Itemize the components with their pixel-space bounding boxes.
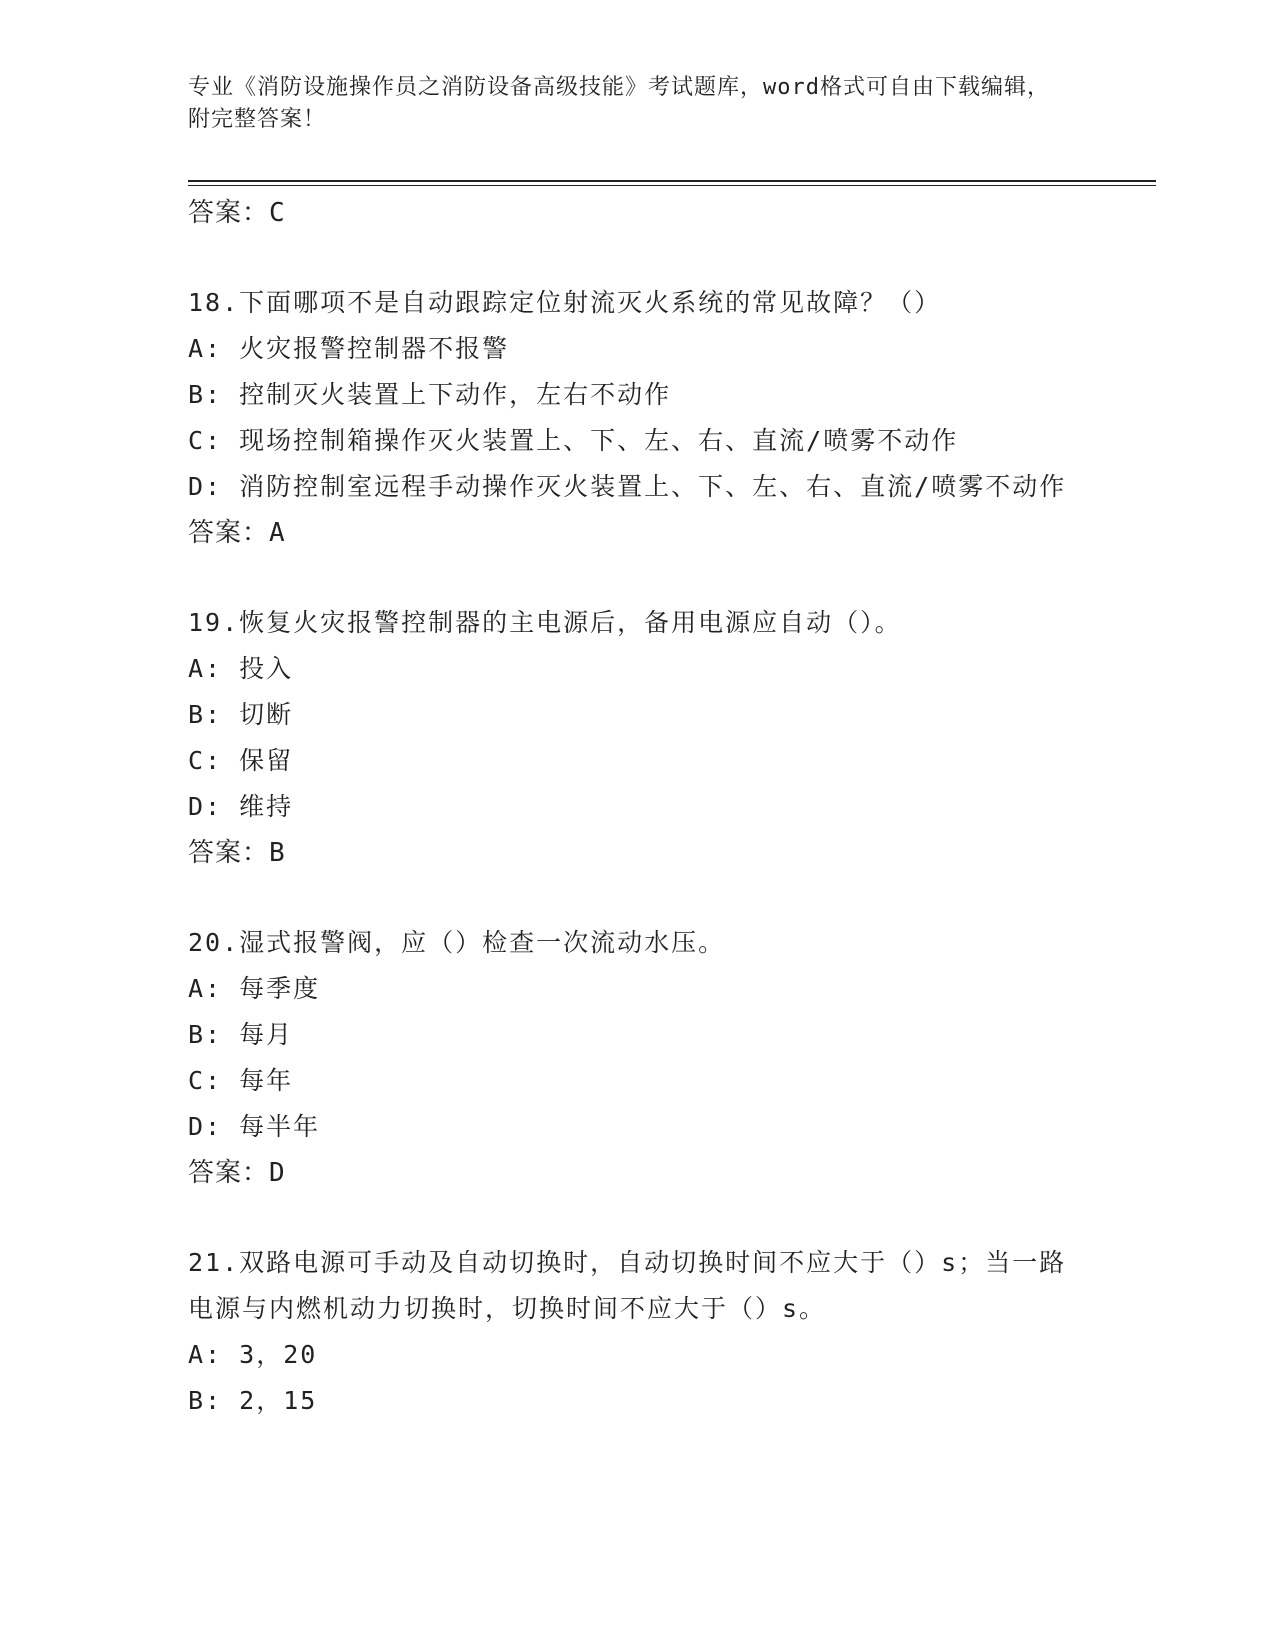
option-text: 维持 <box>239 792 294 821</box>
option-text: 每年 <box>239 1066 294 1095</box>
option-key: C: <box>188 426 223 455</box>
question-19 <box>188 600 1088 646</box>
question-text: 下面哪项不是自动跟踪定位射流灭火系统的常见故障？（） <box>239 288 942 317</box>
answer-value: C <box>269 198 286 228</box>
document-header: 专业《消防设施操作员之消防设备高级技能》考试题库，word格式可自由下载编辑，附完整答案！ <box>188 75 1050 132</box>
option-key: B: <box>188 1020 223 1049</box>
option-key: D: <box>188 1112 223 1141</box>
answer-label: 答案： <box>188 198 270 228</box>
option-key: B: <box>188 700 223 729</box>
option-key: C: <box>188 746 223 775</box>
answer-value: A <box>269 518 286 548</box>
answer-line <box>188 830 1088 876</box>
question-text: 湿式报警阀，应（）检查一次流动水压。 <box>239 928 726 957</box>
option-a <box>188 1332 1088 1378</box>
question-number: 18. <box>188 288 240 317</box>
option-text: 每半年 <box>239 1112 321 1141</box>
option-key: A: <box>188 654 223 683</box>
option-text: 火灾报警控制器不报警 <box>239 334 510 363</box>
question-list <box>188 190 1088 1424</box>
option-a <box>188 966 1088 1012</box>
question-18 <box>188 280 1088 326</box>
question-text: 双路电源可手动及自动切换时，自动切换时间不应大于（）s；当一路电源与内燃机动力切换时，切换时间不应大于（）s。 <box>188 1248 1067 1323</box>
option-c <box>188 738 1088 784</box>
option-key: D: <box>188 472 223 501</box>
answer-value: B <box>269 838 286 868</box>
option-d <box>188 784 1088 830</box>
option-key: A: <box>188 334 223 363</box>
option-b <box>188 1012 1088 1058</box>
answer-value: D <box>269 1158 286 1188</box>
option-key: B: <box>188 380 223 409</box>
option-text: 保留 <box>239 746 294 775</box>
question-number: 21. <box>188 1248 240 1277</box>
answer-line <box>188 190 1088 236</box>
option-b <box>188 1378 1088 1424</box>
option-text: 3，20 <box>239 1340 318 1369</box>
option-d <box>188 464 1088 510</box>
option-key: A: <box>188 974 223 1003</box>
header-rule <box>188 180 1156 182</box>
option-key: D: <box>188 792 223 821</box>
option-a <box>188 646 1088 692</box>
option-text: 消防控制室远程手动操作灭火装置上、下、左、右、直流/喷雾不动作 <box>239 472 1067 501</box>
option-c <box>188 1058 1088 1104</box>
header-rule-thin <box>188 185 1156 186</box>
option-text: 每季度 <box>239 974 321 1003</box>
question-20 <box>188 920 1088 966</box>
option-d <box>188 1104 1088 1150</box>
question-text: 恢复火灾报警控制器的主电源后，备用电源应自动（）。 <box>239 608 902 637</box>
question-number: 19. <box>188 608 240 637</box>
option-key: A: <box>188 1340 223 1369</box>
answer-line <box>188 1150 1088 1196</box>
option-text: 2，15 <box>239 1386 318 1415</box>
answer-label: 答案： <box>188 838 270 868</box>
option-key: B: <box>188 1386 223 1415</box>
answer-label: 答案： <box>188 518 270 548</box>
answer-label: 答案： <box>188 1158 270 1188</box>
option-key: C: <box>188 1066 223 1095</box>
answer-line <box>188 510 1088 556</box>
question-number: 20. <box>188 928 240 957</box>
option-text: 现场控制箱操作灭火装置上、下、左、右、直流/喷雾不动作 <box>239 426 959 455</box>
option-b <box>188 372 1088 418</box>
option-text: 控制灭火装置上下动作，左右不动作 <box>239 380 672 409</box>
option-text: 投入 <box>239 654 294 683</box>
option-b <box>188 692 1088 738</box>
option-text: 切断 <box>239 700 294 729</box>
question-21 <box>188 1240 1088 1332</box>
option-text: 每月 <box>239 1020 294 1049</box>
option-c <box>188 418 1088 464</box>
option-a <box>188 326 1088 372</box>
